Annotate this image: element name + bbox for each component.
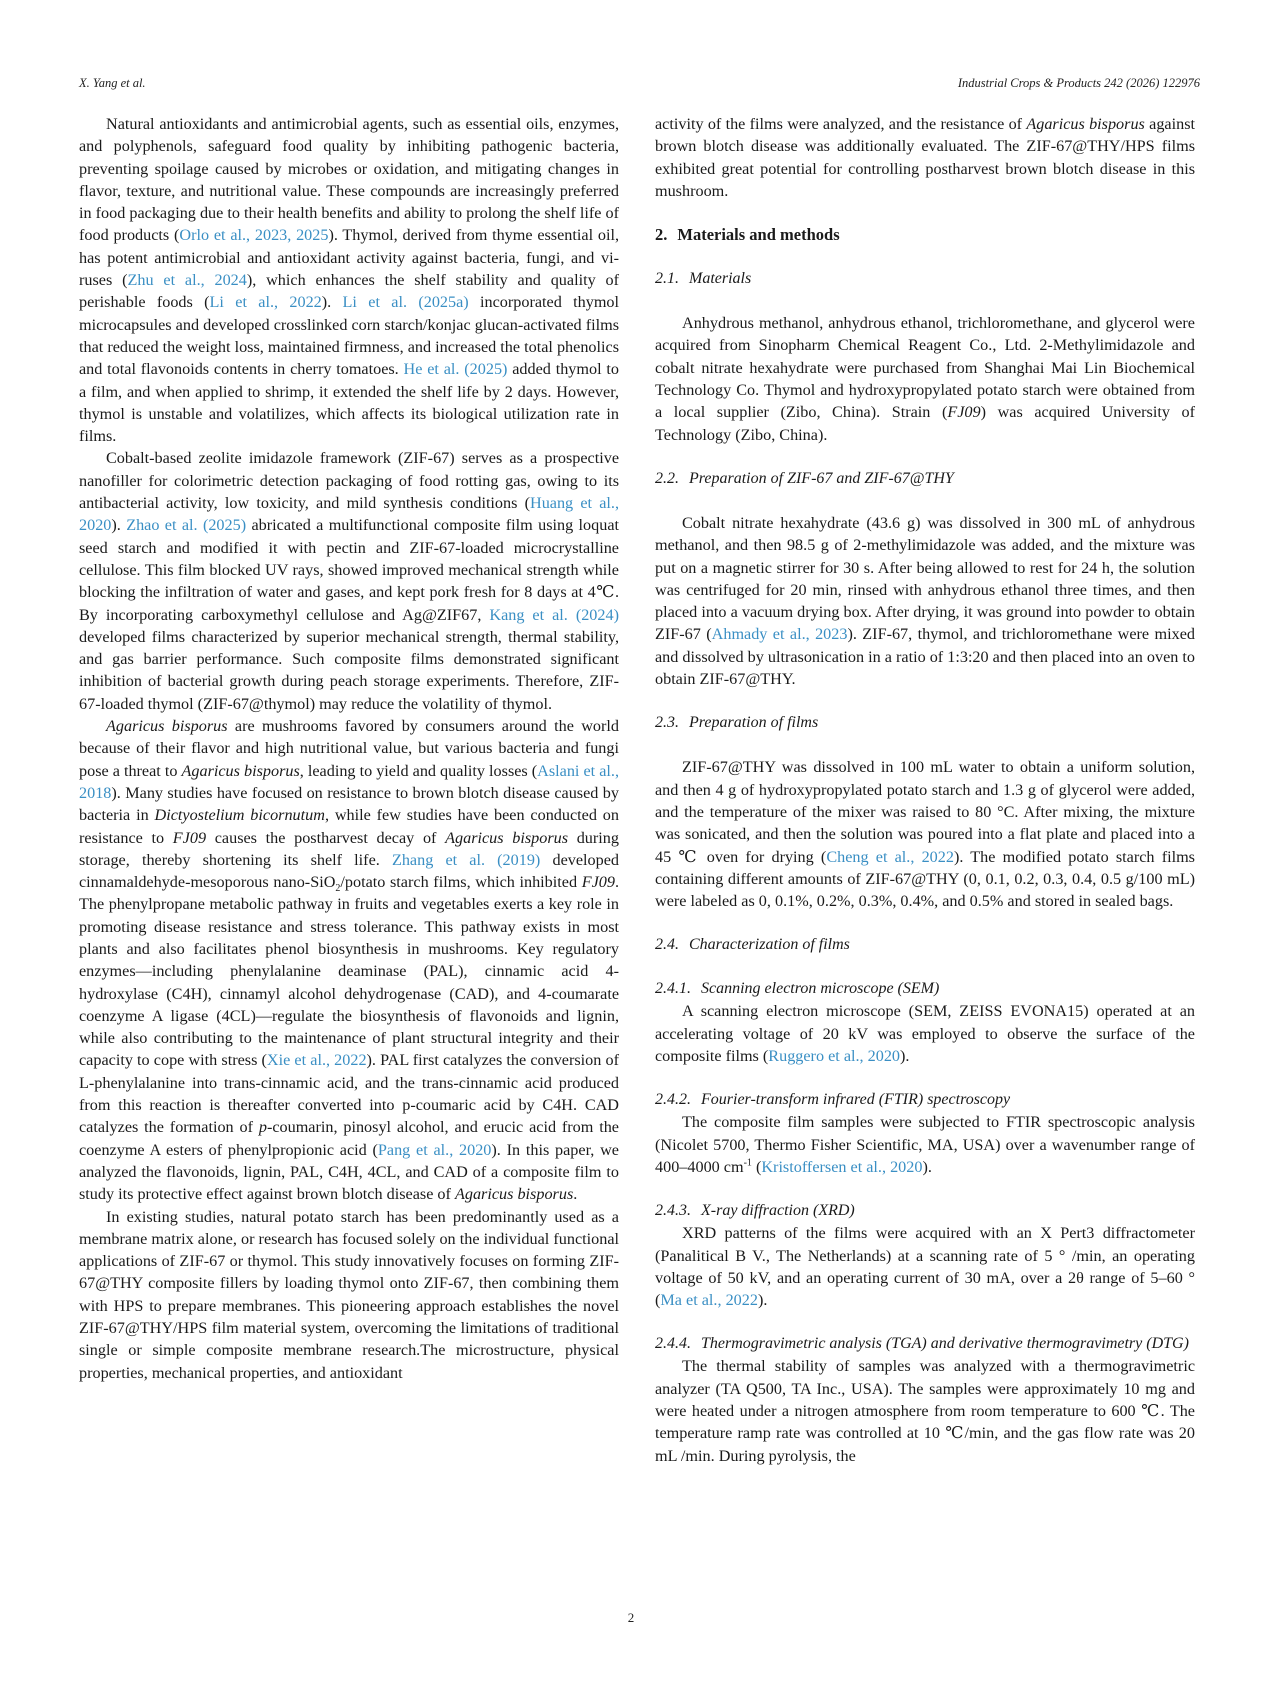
subsection-heading: 2.3. Preparation of films xyxy=(655,714,819,732)
subsubsection-heading: 2.4.3. X-ray diffraction (XRD) xyxy=(655,1202,855,1220)
citation-link[interactable]: Li et al. (2025a) xyxy=(342,293,469,312)
intro-paragraph-4: In existing studies, natural potato starch has been predominantly used as a membrane matrix alone, or research has focused solely on the individual functional applications of ZIF-67 or thymol. This study innovatively focuses on forming ZIF-67@THY composite fillers by loading thymol onto ZIF-67, then combining them with HPS to prepare membranes. This pioneering approach establishes the novel ZIF-67@THY/HPS film material system, overcoming the limitations of traditional single or simple composite membrane research.The microstructure, physical properties, mechanical properties, and antioxidant xyxy=(79,1207,619,1382)
citation-link[interactable]: Li et al., 2022 xyxy=(209,293,322,312)
subsubsection-heading: 2.4.1. Scanning electron microscope (SEM) xyxy=(655,980,940,998)
header-journal: Industrial Crops & Products 242 (2026) 122976 xyxy=(957,76,1200,90)
zif67-preparation-paragraph: Cobalt nitrate hexahydrate (43.6 g) was dissolved in 300 mL of anhydrous methanol, and then 98.5 g of 2-methylimidazole was added, and the mixture was put on a magnetic stirrer for 30 s. After being allowed to rest for 24 h, the solution was centrifuged for 20 min, rinsed with anhydrous ethanol three times, and then placed into a vacuum drying box. After drying, it was ground into powder to obtain ZIF-67 (Ahmady et al., 2023). ZIF-67, thymol, and trichloromethane were mixed and dissolved by ultrasonication in a ratio of 1:3:20 and then placed into an oven to obtain ZIF-67@THY. xyxy=(655,513,1195,689)
film-preparation-paragraph: ZIF-67@THY was dissolved in 100 mL water to obtain a uniform solution, and then 4 g of hydroxypropylated potato starch and 1.3 g of glycerol were added, and the temperature of the mixer was raised to 80 °C. After mixing, the mixture was sonicated, and then the solution was poured into a flat plate and placed into a 45 ℃ oven for drying (Cheng et al., 2022). The modified potato starch films containing different amounts of ZIF-67@THY (0, 0.1, 0.2, 0.3, 0.4, 0.5 g/100 mL) were labeled as 0, 0.1%, 0.2%, 0.3%, 0.4%, and 0.5% and stored in sealed bags. xyxy=(655,758,1195,911)
citation-link[interactable]: Kang et al. (2024) xyxy=(489,605,619,624)
citation-link[interactable]: Zhang et al. (2019) xyxy=(391,850,541,869)
subsubsection-heading: 2.4.4. Thermogravimetric analysis (TGA) and derivative thermogravimetry (DTG) xyxy=(655,1335,1189,1353)
left-column xyxy=(79,113,619,1384)
citation-link[interactable]: Orlo et al., 2023, 2025 xyxy=(179,226,329,245)
xrd-paragraph: XRD patterns of the films were acquired with an X Pert3 diffractometer (Panalitical B V., The Netherlands) at a scanning rate of 5 ° /min, an operating voltage of 50 kV, and an operating current of 30 mA, over a 2θ range of 5–60 ° (Ma et al., 2022). xyxy=(655,1224,1195,1310)
citation-link[interactable]: Pang et al., 2020 xyxy=(377,1140,492,1159)
intro-paragraph-continued: activity of the films were analyzed, and the resistance of Agaricus bisporus against brown blotch disease was additionally evaluated. The ZIF-67@THY/HPS films exhibited great potential for controlling postharvest brown blotch disease in this mushroom. xyxy=(655,115,1195,200)
page-number: 2 xyxy=(627,1610,635,1625)
intro-paragraph-2: Cobalt-based zeolite imidazole framework (ZIF-67) serves as a prospective nanofiller for colorimetric detection packaging of food rotting gas, owing to its antibacterial activity, low toxicity, and mild synthesis conditions (Huang et al., 2020). Zhao et al. (2025) abricated a multifunctional composite film using loquat seed starch and modified it with pectin and ZIF-67-loaded microcrystalline cellulose. This film blocked UV rays, showed improved mechanical strength while blocking the infiltration of water and gases, and kept pork fresh for 8 days at 4℃. By incorporating carboxymethyl cellulose and Ag@ZIF67, Kang et al. (2024) developed films characterized by superior mechanical strength, thermal stability, and gas barrier performance. Such composite films demonstrated significant inhibition of bacterial growth during peach storage experiments. Therefore, ZIF-67-loaded thymol (ZIF-67@thymol) may reduce the volatility of thymol. xyxy=(79,449,620,713)
citation-link[interactable]: Ma et al., 2022 xyxy=(660,1291,758,1310)
running-header xyxy=(79,76,1200,91)
materials-paragraph: Anhydrous methanol, anhydrous ethanol, trichloromethane, and glycerol were acquired from Sinopharm Chemical Reagent Co., Ltd. 2-Methylimidazole and cobalt nitrate hexahydrate were purchased from Shanghai Mai Lin Biochemical Technology Co. Thymol and hydroxypropylated potato starch were obtained from a local supplier (Zibo, China). Strain (FJ09) was acquired University of Technology (Zibo, China). xyxy=(655,314,1195,444)
tga-paragraph: The thermal stability of samples was analyzed with a thermogravimetric analyzer (TA Q500, TA Inc., USA). The samples were approximately 10 mg and were heated under a nitrogen atmosphere from room temperature to 600 ℃. The temperature ramp rate was controlled at 10 ℃/min, and the gas flow rate was 20 mL /min. During pyrolysis, the xyxy=(655,1357,1195,1465)
ftir-paragraph: The composite film samples were subjected to FTIR spectroscopic analysis (Nicolet 5700, Thermo Fisher Scientific, MA, USA) over a wavenumber range of 400–4000 $cm^{-1}$ (Kristoffersen et al., 2020). xyxy=(655,1113,1195,1176)
intro-paragraph-3: Agaricus bisporus are mushrooms favored by consumers around the world because of their flavor and high nutritional value, but various bacteria and fungi pose a threat to Agaricus bisporus, leading to yield and quality losses (Aslani et al., 2018). Many studies have focused on resistance to brown blotch disease caused by bacteria in Dictyostelium bicornutum, while few studies have been conducted on resistance to FJ09 causes the postharvest decay of Agaricus bisporus during storage, thereby shortening its shelf life. Zhang et al. (2019) developed cinnamaldehyde-mesoporous nano-SiO$_2$/potato starch films, which inhibited FJ09. The phenylpropane metabolic pathway in fruits and vegetables exerts a key role in promoting disease resistance and stress tolerance. This pathway exists in most plants and also facilitates phenol biosynthesis in mushrooms. Key regulatory enzymes—including phenylalanine deaminase (PAL), cinnamic acid 4-hydroxylase (C4H), cinnamyl alcohol dehydrogenase (CAD), and 4-coumarate coenzyme A ligase (4CL)—regulate the biosynthesis of flavonoids and lignin, while also contributing to the maintenance of plant structural integrity and their capacity to cope with stress (Xie et al., 2022). PAL first catalyzes the conversion of L-phenylalanine into trans-cinnamic acid, and the trans-cinnamic acid produced from this reaction is thereafter converted into p-coumaric acid by C4H. CAD catalyzes the formation of p-coumarin, pinosyl alcohol, and erucic acid from the coenzyme A esters of phenylpropionic acid (Pang et al., 2020). In this paper, we analyzed the flavonoids, lignin, PAL, C4H, 4CL, and CAD of a composite film to study its protective effect against brown blotch disease of Agaricus bisporus. xyxy=(79,717,620,1204)
sem-paragraph: A scanning electron microscope (SEM, ZEISS EVONA15) operated at an accelerating voltage of 20 kV was employed to observe the surface of the composite films (Ruggero et al., 2020). xyxy=(655,1002,1195,1066)
citation-link[interactable]: Huang et al., 2020 xyxy=(79,494,619,535)
citation-link[interactable]: Ruggero et al., 2020 xyxy=(768,1047,901,1066)
subsection-heading: 2.4. Characterization of films xyxy=(655,936,850,954)
subsubsection-heading: 2.4.2. Fourier-transform infrared (FTIR) spectroscopy xyxy=(655,1091,1011,1109)
citation-link[interactable]: Kristoffersen et al., 2020 xyxy=(761,1157,923,1176)
intro-paragraph-1: Natural antioxidants and antimicrobial agents, such as essential oils, enzymes, and polyphenols, safeguard food quality by inhibiting pathogenic bacteria, preventing spoilage caused by microbes or oxidation, and mitigating changes in flavor, texture, and nutritional value. These compounds are increasingly preferred in food packaging due to their health benefits and ability to prolong the shelf life of food products (Orlo et al., 2023, 2025). Thymol, derived from thyme essential oil, has potent antimicrobial and antioxidant activity against bacteria, fungi, and viruses (Zhu et al., 2024), which enhances the shelf stability and quality of perishable foods (Li et al., 2022). Li et al. (2025a) incorporated thymol microcapsules and developed crosslinked corn starch/konjac glucan-activated films that reduced the weight loss, maintained firmness, and increased the total phenolics and total flavonoids contents in cherry tomatoes. He et al. (2025) added thymol to a film, and when applied to shrimp, it extended the shelf life by 2 days. However, thymol is unstable and volatilizes, which affects its biological utilization rate in films. xyxy=(79,115,620,446)
citation-link[interactable]: Xie et al., 2022 xyxy=(266,1051,367,1070)
citation-link[interactable]: He et al. (2025) xyxy=(403,360,508,379)
citation-link[interactable]: Ahmady et al., 2023 xyxy=(711,625,848,644)
citation-link[interactable]: Aslani et al., 2018 xyxy=(79,761,619,802)
citation-link[interactable]: Cheng et al., 2022 xyxy=(826,847,954,866)
subsection-heading: 2.2. Preparation of ZIF-67 and ZIF-67@THY xyxy=(655,469,954,487)
header-authors: X. Yang et al. xyxy=(79,76,146,90)
citation-link[interactable]: Zhao et al. (2025) xyxy=(126,516,247,535)
section-heading: 2. Materials and methods xyxy=(655,225,840,245)
subsection-heading: 2.1. Materials xyxy=(655,270,752,288)
citation-link[interactable]: Zhu et al., 2024 xyxy=(127,271,247,290)
right-column xyxy=(655,113,1195,1467)
